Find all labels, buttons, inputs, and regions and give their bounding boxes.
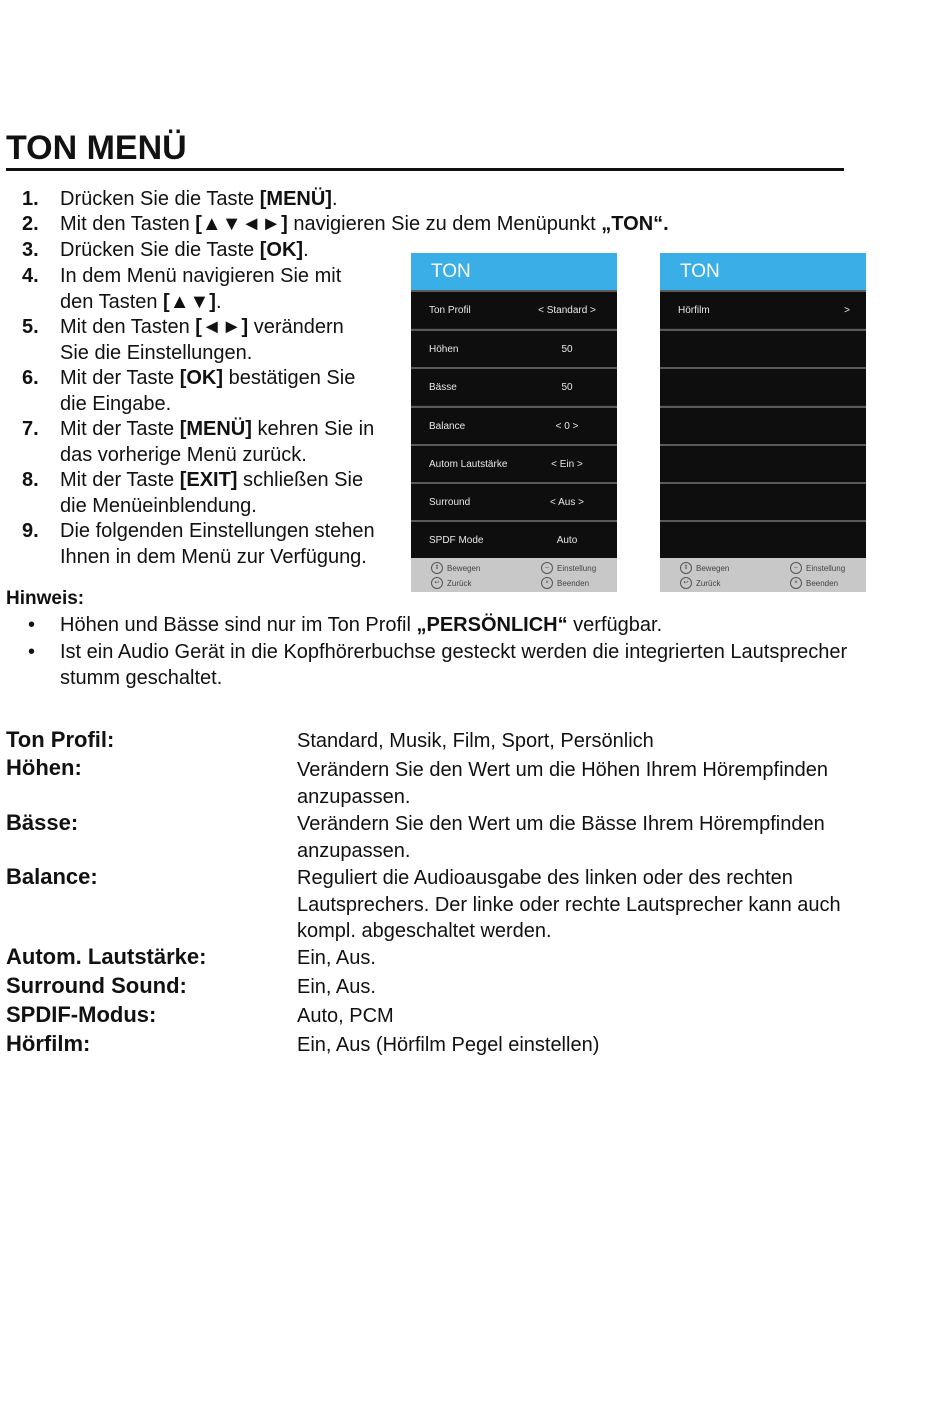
menu-row-empty (660, 329, 866, 367)
step-number: 6. (22, 367, 39, 389)
def-term: Bässe: (6, 810, 79, 835)
leftright-icon: ⇔ (541, 562, 553, 574)
step-number: 1. (22, 188, 39, 210)
menu-row-hoehen[interactable]: Höhen 50 (411, 329, 617, 367)
menu-row-spdf-mode[interactable]: SPDF Mode Auto (411, 520, 617, 558)
step-number: 2. (22, 213, 39, 235)
page-title: TON MENÜ (6, 128, 844, 171)
step-text-line2: die Eingabe. (60, 392, 172, 415)
def-term: Surround Sound: (6, 973, 187, 998)
menu-row-baesse[interactable]: Bässe 50 (411, 367, 617, 405)
step-text: Mit der Taste [EXIT] schließen Sie (60, 469, 364, 491)
step-number: 9. (22, 520, 39, 542)
menu-row-empty (660, 367, 866, 405)
bullet-text: Ist ein Audio Gerät in die Kopfhörerbuchse gesteckt werden die integrierten Lautsprecher stumm geschaltet. (60, 641, 848, 689)
step-text: Die folgenden Einstellungen stehen (60, 520, 375, 542)
chevron-right-icon: > (844, 305, 850, 316)
step-text-line2: das vorherige Menü zurück. (60, 443, 307, 466)
def-desc: Auto, PCM (297, 1005, 394, 1027)
step-number: 3. (22, 239, 39, 261)
step-text: Mit den Tasten [▲▼◄►] navigieren Sie zu dem Menüpunkt „TON“. (60, 213, 669, 235)
bullet-text: Höhen und Bässe sind nur im Ton Profil „PERSÖNLICH“ verfügbar. (60, 614, 663, 636)
step-text: Drücken Sie die Taste [OK]. (60, 239, 309, 261)
menu-row-empty (660, 406, 866, 444)
def-term: Hörfilm: (6, 1031, 91, 1056)
step-text: Drücken Sie die Taste [MENÜ]. (60, 188, 338, 210)
step-number: 8. (22, 469, 39, 491)
bullet-icon: • (28, 614, 36, 636)
menu-footer: ⇕ Bewegen ⇔ Einstellung ↩ Zurück × Beenden (660, 558, 866, 592)
step-text-line2: Sie die Einstellungen. (60, 341, 253, 364)
step-text: Mit der Taste [OK] bestätigen Sie (60, 367, 356, 389)
step-number: 4. (22, 265, 39, 287)
tv-menu-panel-ton (411, 253, 617, 592)
exit-icon: × (541, 577, 553, 589)
step-number: 5. (22, 316, 39, 338)
def-term: Autom. Lautstärke: (6, 944, 207, 969)
menu-row-empty (660, 444, 866, 482)
menu-row-ton-profil[interactable]: Ton Profil < Standard > (411, 290, 617, 328)
def-desc: Reguliert die Audioausgabe des linken oder des rechten Lautsprechers. Der linke oder rechte Lautsprecher kann auch kompl. abgeschaltet werden. (297, 867, 841, 942)
def-desc: Verändern Sie den Wert um die Höhen Ihrem Hörempfinden anzupassen. (297, 759, 829, 808)
note-heading: Hinweis: (6, 588, 85, 609)
menu-header: TON (411, 253, 617, 290)
tv-menu-panel-ton-2 (660, 253, 866, 592)
def-term: Höhen: (6, 755, 82, 780)
def-desc: Standard, Musik, Film, Sport, Persönlich (297, 730, 654, 752)
step-text-line2: die Menüeinblendung. (60, 494, 257, 517)
def-term: Balance: (6, 864, 98, 889)
menu-footer: ⇕ Bewegen ⇔ Einstellung ↩ Zurück × Beenden (411, 558, 617, 592)
bullet-icon: • (28, 641, 36, 663)
step-text-line2: den Tasten [▲▼]. (60, 290, 222, 313)
leftright-icon: ⇔ (790, 562, 802, 574)
menu-row-empty (660, 520, 866, 558)
step-text: Mit der Taste [MENÜ] kehren Sie in (60, 418, 375, 440)
menu-row-autom-lautstaerke[interactable]: Autom Lautstärke < Ein > (411, 444, 617, 482)
def-desc: Ein, Aus. (297, 947, 376, 969)
step-text: Mit den Tasten [◄►] verändern (60, 316, 344, 338)
def-desc: Ein, Aus. (297, 976, 376, 998)
updown-icon: ⇕ (680, 562, 692, 574)
def-desc: Verändern Sie den Wert um die Bässe Ihrem Hörempfinden anzupassen. (297, 813, 825, 862)
step-text: In dem Menü navigieren Sie mit (60, 265, 342, 287)
menu-header: TON (660, 253, 866, 290)
back-icon: ↩ (431, 577, 443, 589)
step-number: 7. (22, 418, 39, 440)
def-desc: Ein, Aus (Hörfilm Pegel einstellen) (297, 1034, 600, 1056)
back-icon: ↩ (680, 577, 692, 589)
menu-row-hoerfilm[interactable]: Hörfilm > (660, 290, 866, 328)
menu-row-surround[interactable]: Surround < Aus > (411, 482, 617, 520)
menu-row-empty (660, 482, 866, 520)
menu-row-balance[interactable]: Balance < 0 > (411, 406, 617, 444)
exit-icon: × (790, 577, 802, 589)
def-term: Ton Profil: (6, 727, 115, 752)
def-term: SPDIF-Modus: (6, 1002, 157, 1027)
updown-icon: ⇕ (431, 562, 443, 574)
step-text-line2: Ihnen in dem Menü zur Verfügung. (60, 545, 367, 568)
